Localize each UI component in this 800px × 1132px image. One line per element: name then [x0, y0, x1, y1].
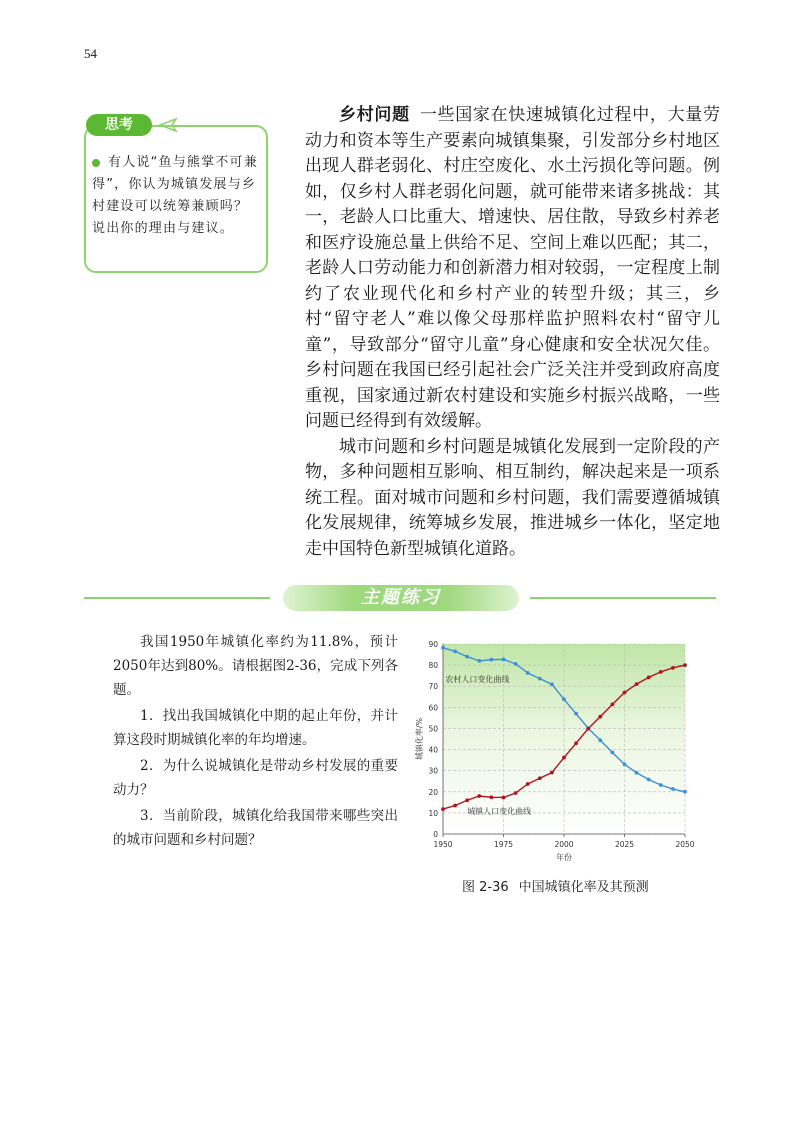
think-title: 思考: [86, 114, 152, 136]
data-point: [671, 666, 675, 670]
y-tick-label: 80: [428, 661, 438, 671]
data-point: [659, 783, 663, 787]
paragraph-summary: 城市问题和乡村问题是城镇化发展到一定阶段的产物，多种问题相互影响、相互制约，解决起来是一项系统工程。面对城市问题和乡村问题，我们需要遵循城镇化发展规律，统筹城乡发展，推进城乡一体化，坚定地走中国特色新型城镇化道路。: [305, 436, 720, 559]
data-point: [538, 677, 542, 681]
data-point: [465, 655, 469, 659]
data-point: [623, 691, 627, 695]
data-point: [623, 762, 627, 766]
y-tick-label: 40: [428, 745, 438, 755]
y-tick-label: 70: [428, 682, 438, 692]
data-point: [453, 649, 457, 653]
data-point: [514, 791, 518, 795]
data-point: [647, 778, 651, 782]
data-point: [598, 715, 602, 719]
x-tick-label: 1950: [433, 840, 453, 849]
data-point: [562, 697, 566, 701]
data-point: [562, 756, 566, 760]
y-tick-label: 10: [428, 808, 438, 818]
data-point: [477, 659, 481, 663]
data-point: [502, 796, 506, 800]
data-point: [671, 787, 675, 791]
exercise-question-3: 3．当前阶段，城镇化给我国带来哪些突出的城市问题和乡村问题？: [113, 808, 398, 848]
data-point: [574, 741, 578, 745]
arrow-left-icon: [158, 117, 180, 133]
think-text: [92, 152, 258, 240]
data-point: [465, 798, 469, 802]
data-point: [441, 646, 445, 650]
data-point: [526, 782, 530, 786]
y-axis-label: 城镇化率/%: [415, 717, 424, 761]
data-point: [453, 804, 457, 808]
data-point: [550, 682, 554, 686]
figure-caption: [462, 876, 649, 895]
y-tick-label: 20: [428, 787, 438, 797]
data-point: [683, 790, 687, 794]
x-tick-label: 1975: [493, 840, 514, 849]
data-point: [526, 671, 530, 675]
x-axis-label: 年份: [556, 853, 572, 862]
y-tick-label: 0: [433, 830, 438, 839]
data-point: [514, 662, 518, 666]
section-title: 主题练习: [361, 587, 441, 608]
y-tick-label: 60: [428, 703, 438, 713]
rural-problems-heading: 乡村问题: [339, 105, 410, 125]
x-tick-label: 2000: [554, 840, 574, 849]
data-point: [441, 807, 445, 811]
y-tick-label: 90: [428, 640, 438, 649]
data-point: [586, 727, 590, 731]
rural-problems-body: 一些国家在快速城镇化过程中，大量劳动力和资本等生产要素向城镇集聚，引发部分乡村地区出现人群老弱化、村庄空废化、水土污损化等问题。例如，仅乡村人群老弱化问题，就可能带来诸多挑战：其一，老龄人口比重大、增速快、居住散，导致乡村养老和医疗设施总量上供给不足、空间上难以匹配；其二，老龄人口劳动能力和创新潜力相对较弱，一定程度上制约了农业现代化和乡村产业的转型升级；其三，乡村“留守老人”难以像父母那样监护照料农村“留守儿童”，导致部分“留守儿童”身心健康和安全状况欠佳。乡村问题在我国已经引起社会广泛关注并受到政府高度重视，国家通过新农村建设和实施乡村振兴战略，一些问题已经得到有效缓解。: [305, 105, 721, 431]
band-line-left: [84, 597, 270, 599]
figure-number: 图 2-36: [462, 880, 509, 895]
data-point: [598, 738, 602, 742]
main-text: [305, 103, 720, 562]
band-line-right: [530, 597, 716, 599]
data-point: [477, 794, 481, 798]
bullet-icon: [92, 159, 100, 167]
data-point: [611, 751, 615, 755]
data-point: [490, 795, 494, 799]
data-point: [683, 663, 687, 667]
exercise-question-2: 2．为什么说城镇化是带动乡村发展的重要动力？: [113, 758, 398, 798]
page-number: 54: [84, 46, 97, 61]
data-point: [502, 658, 506, 662]
paragraph-rural-problems: [305, 103, 720, 435]
figure-title: 中国城镇化率及其预测: [518, 880, 649, 895]
data-point: [490, 658, 494, 662]
data-point: [635, 682, 639, 686]
legend-rural: 农村人口变化曲线: [445, 675, 510, 684]
exercise-intro: 我国1950年城镇化率约为11.8%，预计2050年达到80%。请根据图2-36，完成下列各题。: [113, 634, 398, 698]
x-tick-label: 2050: [675, 840, 695, 849]
data-point: [550, 771, 554, 775]
data-point: [647, 675, 651, 679]
exercise-text: [113, 630, 398, 854]
data-point: [635, 771, 639, 775]
x-tick-label: 2025: [614, 840, 635, 849]
think-question: 有人说“鱼与熊掌不可兼得”，你认为城镇发展与乡村建设可以统筹兼顾吗？说出你的理由与建议。: [92, 155, 258, 236]
data-point: [659, 670, 663, 674]
data-point: [538, 776, 542, 780]
urbanization-chart: [410, 636, 710, 866]
y-tick-label: 30: [428, 766, 438, 776]
exercise-question-1: 1．找出我国城镇化中期的起止年份，并计算这段时期城镇化率的年均增速。: [113, 708, 398, 748]
data-point: [611, 702, 615, 706]
legend-urban: 城镇人口变化曲线: [467, 806, 532, 816]
data-point: [574, 712, 578, 716]
y-tick-label: 50: [428, 724, 438, 734]
